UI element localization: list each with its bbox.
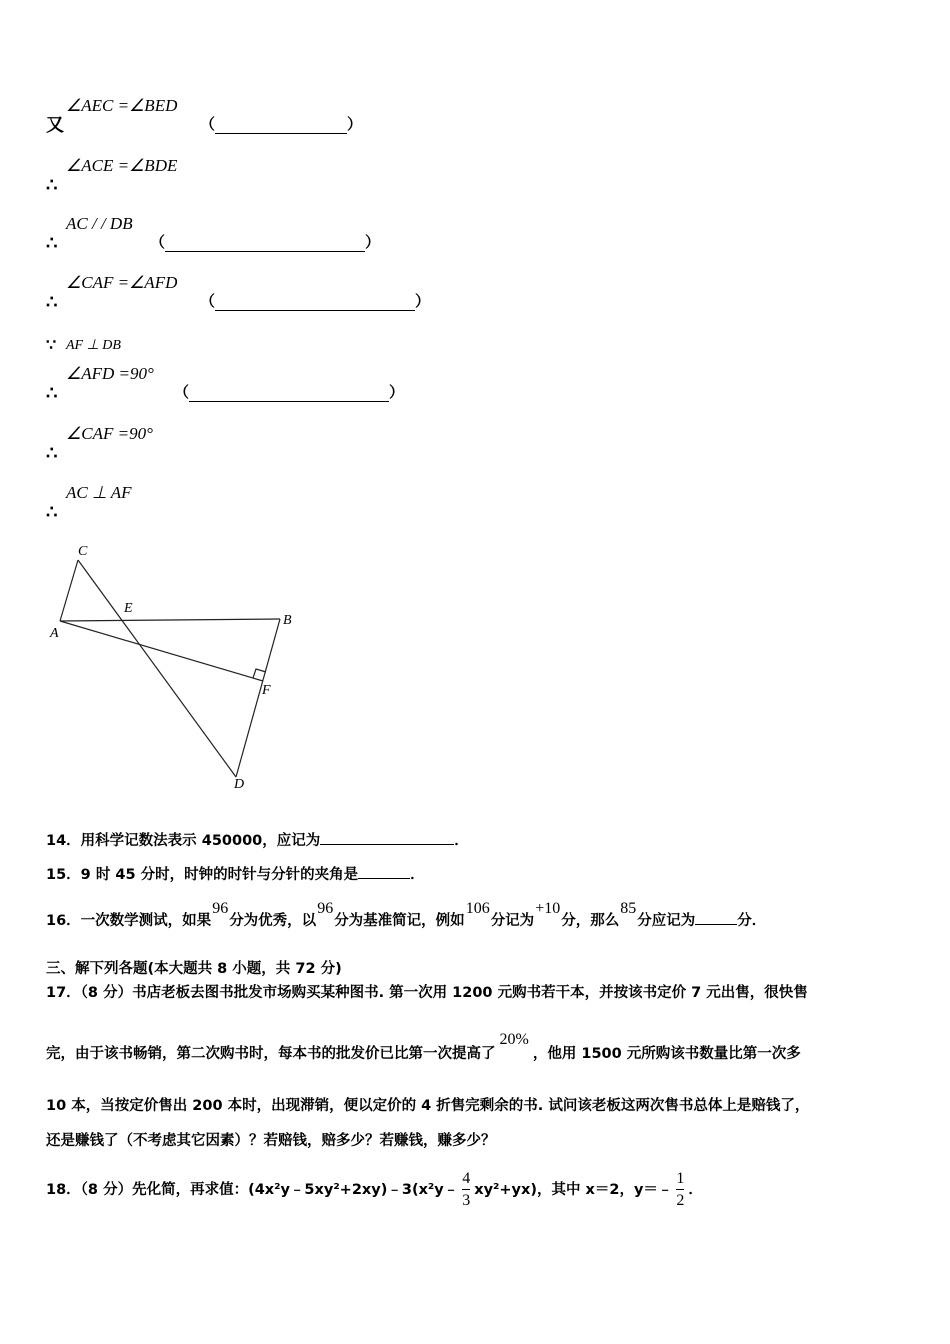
proof-expression: AC ⊥ AF (66, 483, 132, 502)
segment-af (60, 621, 263, 681)
answer-blank (695, 910, 737, 925)
point-label-f: F (262, 683, 271, 698)
reason-blank: （ ） (150, 233, 381, 251)
value-plus-10: +10 (535, 900, 561, 917)
fraction-four-thirds: $\frac{4}{3}$ (462, 1170, 471, 1209)
proof-step-7 (46, 424, 746, 464)
answer-blank (358, 864, 410, 879)
proof-step-8 (46, 483, 746, 523)
question-17-line-4: 还是赚钱了（不考虑其它因素）？若赔钱，赔多少？若赚钱，赚多少？ (46, 1133, 496, 1149)
proof-expression: ∠CAF =90° (66, 424, 153, 443)
value-85: 85 (620, 900, 637, 917)
question-17-line-3: 10 本，当按定价售出 200 本时，出现滞销，便以定价的 4 折售完剩余的书. 试问该老板这两次售书总体上是赔钱了， (46, 1098, 810, 1114)
geometry-figure (40, 535, 310, 795)
proof-expression: ∠ACE =∠BDE (66, 156, 178, 175)
proof-expression: AF ⊥ DB (66, 338, 121, 353)
proof-symbol: ∴ (46, 233, 58, 254)
value-96-a: 96 (212, 900, 229, 917)
question-16: 16．一次数学测试，如果96分为优秀，以96分为基准简记，例如106分记为+10分，那么85分应记为 分． (46, 900, 767, 929)
question-14: 14．用科学记数法表示 450000，应记为 ． (46, 830, 469, 851)
segment-ab (60, 619, 280, 621)
point-label-c: C (78, 544, 88, 559)
proof-step-2 (46, 156, 746, 196)
proof-step-5 (46, 333, 746, 355)
question-17-line-1: 17．（8 分）书店老板去图书批发市场购买某种图书. 第一次用 1200 元购书若干本，并按该书定价 7 元出售，很快售 (46, 985, 808, 1001)
question-15: 15．9 时 45 分时，时钟的时针与分针的夹角是 ． (46, 864, 425, 885)
proof-symbol: ∴ (46, 292, 58, 313)
value-96-b: 96 (317, 900, 334, 917)
segment-cd (78, 560, 236, 777)
proof-expression: ∠AFD =90° (66, 364, 154, 383)
point-label-a: A (50, 626, 59, 641)
fraction-one-half: $\frac{1}{2}$ (676, 1170, 685, 1209)
question-18: 18．（8 分）先化简，再求值：(4x²y﹣5xy²+2xy)﹣3(x²y﹣ $\frac{4}{3}$ xy²+yx)，其中 x＝2，y＝﹣ $\frac{1}{2}$ ． (46, 1170, 703, 1209)
value-106: 106 (465, 900, 490, 917)
reason-blank: （ ） (200, 115, 363, 133)
proof-step-6 (46, 364, 746, 404)
proof-step-1 (46, 96, 746, 136)
proof-expression: ∠CAF =∠AFD (66, 273, 178, 292)
segment-bd (236, 619, 280, 777)
answer-blank (320, 830, 454, 845)
point-label-d: D (234, 777, 245, 792)
point-label-e: E (124, 601, 133, 616)
proof-expression: ∠AEC =∠BED (66, 96, 178, 115)
proof-symbol: ∴ (46, 502, 58, 523)
point-label-b: B (283, 613, 292, 628)
proof-step-4 (46, 273, 746, 313)
segment-ca (60, 560, 78, 621)
percent-value: 20% (499, 1031, 529, 1048)
reason-blank: （ ） (200, 292, 431, 310)
proof-symbol: ∴ (46, 175, 58, 196)
proof-step-3 (46, 214, 746, 254)
proof-symbol: ∵ (46, 335, 57, 354)
section-heading: 三、解下列各题(本大题共 8 小题，共 72 分) (46, 961, 342, 977)
proof-symbol: ∴ (46, 443, 58, 464)
proof-symbol: 又 (46, 115, 64, 136)
proof-expression: AC / / DB (66, 214, 133, 233)
proof-symbol: ∴ (46, 383, 58, 404)
question-17-line-2: 完，由于该书畅销，第二次购书时，每本书的批发价已比第一次提高了20%，他用 1500 元所购该书数量比第一次多 (46, 1031, 801, 1062)
reason-blank: （ ） (174, 383, 405, 401)
